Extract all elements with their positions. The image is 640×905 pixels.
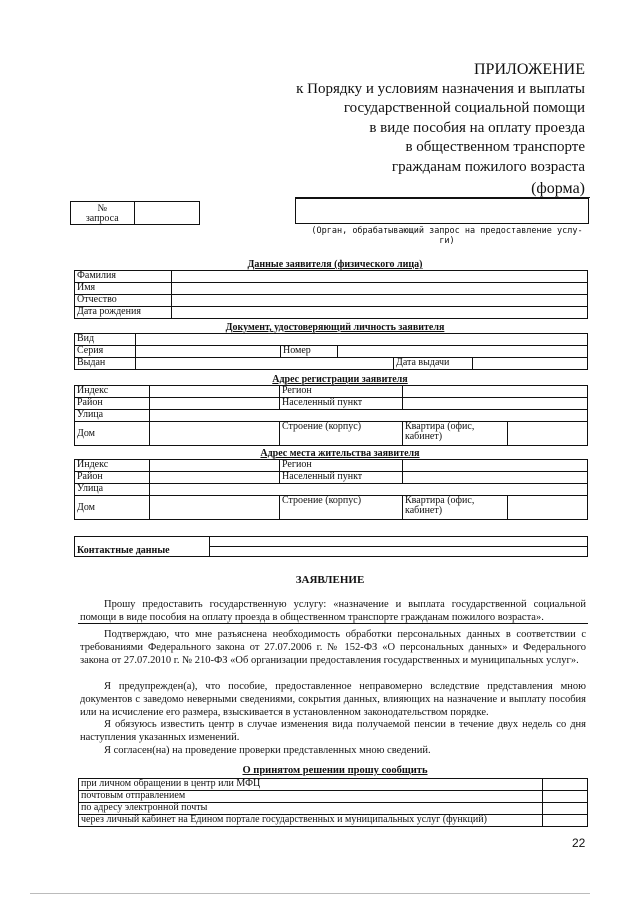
applicant-table <box>74 270 588 319</box>
live-district-field[interactable] <box>150 472 280 484</box>
decision-option: через личный кабинет на Едином портале государственных и муниципальных услуг (функций) <box>79 815 543 827</box>
statement-personal-data: Подтверждаю, что мне разъяснена необходимость обработки персональных данных в соответствии с требованиями Федерального закона от 27.07.2006 г. № 152-ФЗ «О персональных данных» и Федерального закона от 27.07.2010 г. № 210-ФЗ «Об организации предоставления государственных и муниципальных услуг». <box>80 629 586 666</box>
appendix-title: ПРИЛОЖЕНИЕ <box>473 61 585 78</box>
applicant-field[interactable] <box>172 307 588 319</box>
reg-street-field[interactable] <box>150 410 588 422</box>
organ-caption-line: (Орган, обрабатывающий запрос на предоставление услу- <box>311 226 583 236</box>
decision-checkbox[interactable] <box>543 791 588 803</box>
applicant-label: Фамилия <box>75 271 172 283</box>
live-region-field[interactable] <box>403 460 588 472</box>
decision-checkbox[interactable] <box>543 803 588 815</box>
statement-warning: Я предупрежден(а), что пособие, предоставленное неправомерно вследствие представления мною документов с заведомо неверными сведениями, сокрытия данных, влияющих на назначение и выплату пособия или на исчисление его размера, взыскивается в установленном законодательством порядке. <box>80 681 586 718</box>
doc-issue-date-label: Дата выдачи <box>394 358 473 370</box>
reg-locality-label: Населенный пункт <box>280 398 403 410</box>
request-number-box <box>70 201 200 225</box>
live-house-label: Дом <box>75 496 150 520</box>
reg-house-field[interactable] <box>150 422 280 446</box>
reg-apartment-field[interactable] <box>508 422 588 446</box>
statement-consent: Я согласен(на) на проведение проверки представленных мною сведений. <box>104 745 431 756</box>
reg-house-label: Дом <box>75 422 150 446</box>
live-street-label: Улица <box>75 484 150 496</box>
reg-building-label: Строение (корпус) <box>280 422 403 446</box>
organ-caption-line: ги) <box>439 236 455 246</box>
live-street-field[interactable] <box>150 484 588 496</box>
header-line: к Порядку и условиям назначения и выплаты <box>296 80 585 97</box>
scan-edge <box>30 893 590 894</box>
live-address-section-title: Адрес места жительства заявителя <box>260 448 420 459</box>
divider <box>78 623 588 624</box>
header-line: гражданам пожилого возраста <box>391 158 585 175</box>
live-region-label: Регион <box>280 460 403 472</box>
statement-request: Прошу предоставить государственную услугу: «назначение и выплата государственной социальной помощи в виде пособия на оплату проезда в общественном транспорте гражданам пожилого возраста». <box>80 599 586 623</box>
header-line: в виде пособия на оплату проезда <box>369 119 585 136</box>
header-line: в общественном транспорте <box>405 139 585 155</box>
live-house-field[interactable] <box>150 496 280 520</box>
doc-series-label: Серия <box>75 346 136 358</box>
organ-caption <box>302 226 592 246</box>
request-number-field[interactable] <box>134 202 200 225</box>
doc-type-field[interactable] <box>136 334 588 346</box>
live-locality-field[interactable] <box>403 472 588 484</box>
page-number: 22 <box>572 836 586 850</box>
doc-issued-label: Выдан <box>75 358 136 370</box>
reg-index-field[interactable] <box>150 386 280 398</box>
doc-type-label: Вид <box>75 334 136 346</box>
decision-checkbox[interactable] <box>543 779 588 791</box>
doc-series-field[interactable] <box>136 346 281 358</box>
request-word: запроса <box>85 213 119 224</box>
reg-district-label: Район <box>75 398 150 410</box>
reg-address-table <box>74 385 588 446</box>
contacts-table <box>74 536 588 557</box>
applicant-label: Дата рождения <box>75 307 172 319</box>
decision-checkbox[interactable] <box>543 815 588 827</box>
reg-street-label: Улица <box>75 410 150 422</box>
decision-option: почтовым отправлением <box>79 791 543 803</box>
reg-region-label: Регион <box>280 386 403 398</box>
decision-option: при личном обращении в центр или МФЦ <box>79 779 543 791</box>
applicant-label: Имя <box>75 283 172 295</box>
request-number-label <box>71 202 135 225</box>
live-address-table <box>74 459 588 520</box>
header-line: государственной социальной помощи <box>343 100 585 116</box>
reg-locality-field[interactable] <box>403 398 588 410</box>
live-index-label: Индекс <box>75 460 150 472</box>
statement-title: ЗАЯВЛЕНИЕ <box>295 574 365 586</box>
document-table <box>74 333 588 370</box>
applicant-field[interactable] <box>172 295 588 307</box>
organ-field[interactable] <box>295 198 589 224</box>
contacts-label: Контактные данные <box>75 537 210 557</box>
reg-region-field[interactable] <box>403 386 588 398</box>
contacts-field[interactable] <box>210 547 588 557</box>
applicant-section-title: Данные заявителя (физического лица) <box>247 259 423 270</box>
form-label: (форма) <box>531 180 585 197</box>
reg-apartment-label: Квартира (офис, кабинет) <box>403 422 508 446</box>
contacts-field[interactable] <box>210 537 588 547</box>
reg-index-label: Индекс <box>75 386 150 398</box>
doc-issue-date-field[interactable] <box>473 358 588 370</box>
statement-obligation: Я обязуюсь известить центр в случае изменения вида получаемой пенсии в течение двух недель со дня наступления указанных изменений. <box>80 719 586 743</box>
doc-number-field[interactable] <box>338 346 588 358</box>
live-locality-label: Населенный пункт <box>280 472 403 484</box>
appendix-header <box>296 60 585 177</box>
applicant-field[interactable] <box>172 283 588 295</box>
live-apartment-field[interactable] <box>508 496 588 520</box>
live-index-field[interactable] <box>150 460 280 472</box>
doc-number-label: Номер <box>281 346 338 358</box>
decision-table <box>78 778 588 827</box>
applicant-label: Отчество <box>75 295 172 307</box>
live-building-label: Строение (корпус) <box>280 496 403 520</box>
decision-section-title: О принятом решении прошу сообщить <box>242 765 428 776</box>
applicant-field[interactable] <box>172 271 588 283</box>
document-section-title: Документ, удостоверяющий личность заявителя <box>225 322 445 333</box>
decision-option: по адресу электронной почты <box>79 803 543 815</box>
live-apartment-label: Квартира (офис, кабинет) <box>403 496 508 520</box>
reg-address-section-title: Адрес регистрации заявителя <box>272 374 408 385</box>
num-sign: № <box>97 203 108 214</box>
reg-district-field[interactable] <box>150 398 280 410</box>
live-district-label: Район <box>75 472 150 484</box>
doc-issued-field[interactable] <box>136 358 394 370</box>
